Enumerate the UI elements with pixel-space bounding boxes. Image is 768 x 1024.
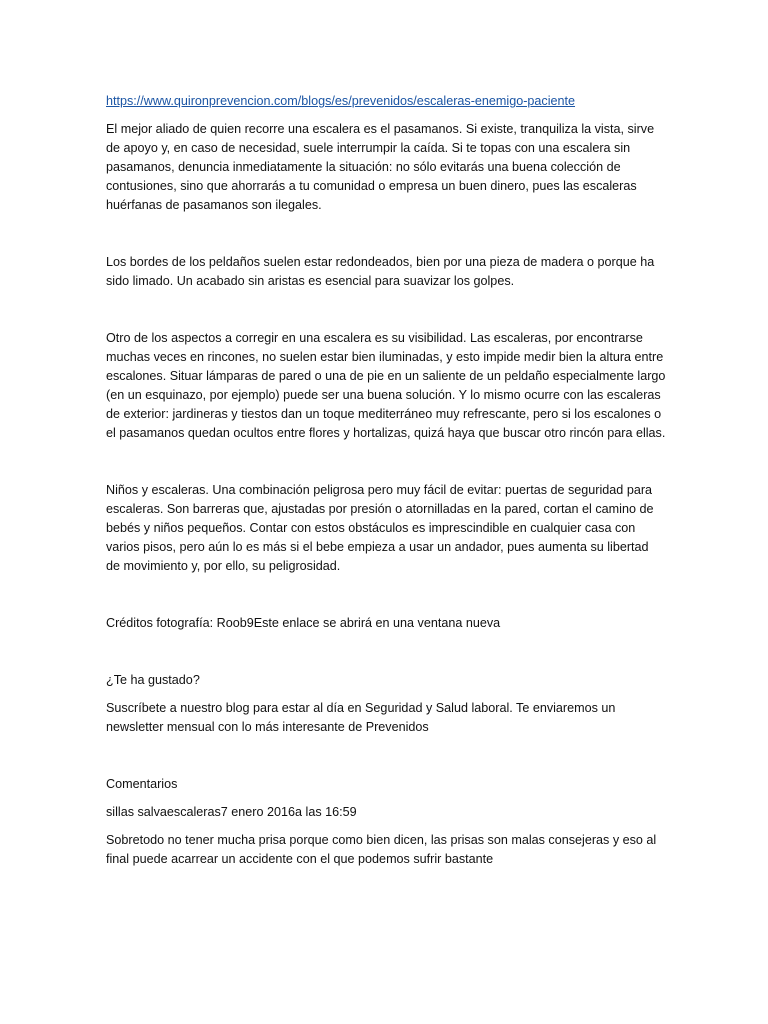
subscribe-text: Suscríbete a nuestro blog para estar al día en Seguridad y Salud laboral. Te enviaremos un newsletter mensual con lo más interesante de Prevenidos (106, 701, 616, 734)
spacer (106, 291, 666, 329)
paragraph-step-edges: Los bordes de los peldaños suelen estar redondeados, bien por una pieza de madera o porque ha sido limado. Un acabado sin aristas es esencial para suavizar los golpes. (106, 255, 655, 288)
spacer (106, 576, 666, 614)
comments-heading: Comentarios (106, 777, 178, 791)
spacer (106, 633, 666, 671)
spacer (106, 822, 666, 831)
spacer (106, 111, 666, 120)
document-page (106, 92, 666, 869)
spacer (106, 443, 666, 481)
paragraph-handrail: El mejor aliado de quien recorre una escalera es el pasamanos. Si existe, tranquiliza la vista, sirve de apoyo y, en caso de necesidad, suele interrumpir la caída. Si te topas con una escalera sin pasamanos, denuncia inmediatamente la situación: no sólo evitarás una buena colección de contusiones, sino que ahorrarás a tu comunidad o empresa un buen dinero, pues las escaleras huérfanas de pasamanos son ilegales. (106, 122, 655, 212)
liked-heading: ¿Te ha gustado? (106, 673, 200, 687)
comment-text: Sobretodo no tener mucha prisa porque como bien dicen, las prisas son malas consejeras y eso al final puede acarrear un accidente con el que podemos sufrir bastante (106, 833, 657, 866)
spacer (106, 737, 666, 775)
comment-meta: sillas salvaescaleras7 enero 2016a las 16:59 (106, 805, 357, 819)
paragraph-children: Niños y escaleras. Una combinación peligrosa pero muy fácil de evitar: puertas de seguridad para escaleras. Son barreras que, ajustadas por presión o atornilladas en la pared, cortan el camino de bebés y niños pequeños. Contar con estos obstáculos es imprescindible en cualquier casa con varios pisos, pero aún lo es más si el bebe empieza a usar un andador, pues aumenta su libertad de movimiento y, por ello, su peligrosidad. (106, 483, 654, 573)
article-link[interactable]: https://www.quironprevencion.com/blogs/es/prevenidos/escaleras-enemigo-paciente (106, 94, 576, 108)
spacer (106, 690, 666, 699)
spacer (106, 215, 666, 253)
spacer (106, 794, 666, 803)
photo-credits: Créditos fotografía: Roob9Este enlace se abrirá en una ventana nueva (106, 616, 501, 630)
paragraph-visibility: Otro de los aspectos a corregir en una escalera es su visibilidad. Las escaleras, por encontrarse muchas veces en rincones, no suelen estar bien iluminadas, y esto impide medir bien la altura entre escalones. Situar lámparas de pared o una de pie en un saliente de un peldaño especialmente largo (en un esquinazo, por ejemplo) puede ser una buena solución. Y lo mismo ocurre con las escaleras de exterior: jardineras y tiestos dan un toque mediterráneo muy refrescante, pero si los escalones o el pasamanos quedan ocultos entre flores y hortalizas, quizá haya que buscar otro rincón para ellas. (106, 331, 666, 440)
